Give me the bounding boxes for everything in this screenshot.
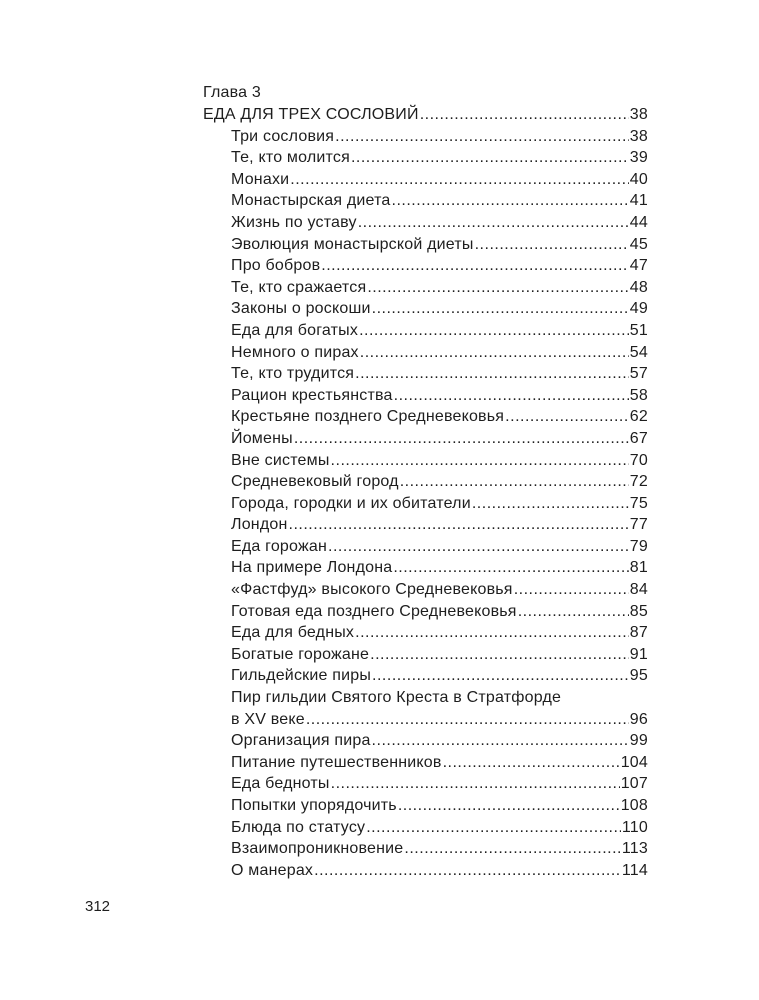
toc-entry-title: Те, кто сражается xyxy=(231,278,367,296)
toc-entry-title: «Фастфуд» высокого Средневековья xyxy=(231,581,513,599)
toc-heading-entry xyxy=(203,104,648,126)
toc-entry-page: 113 xyxy=(621,840,648,858)
dot-leader xyxy=(392,190,629,212)
toc-entry-page: 91 xyxy=(629,645,648,663)
toc-entry-title: О манерах xyxy=(231,861,314,879)
toc-entry-title: Готовая еда позднего Средневековья xyxy=(231,602,517,620)
toc-entry-title: Монахи xyxy=(231,170,290,188)
dot-leader xyxy=(294,428,629,450)
dot-leader xyxy=(367,277,628,299)
dot-leader xyxy=(394,385,629,407)
toc-entry xyxy=(203,190,648,212)
toc-entry-page: 75 xyxy=(629,494,648,512)
toc-entry-title: Рацион крестьянства xyxy=(231,386,393,404)
toc-entry-page: 79 xyxy=(629,537,648,555)
toc-entry-title: Те, кто трудится xyxy=(231,365,355,383)
toc-entry-page: 72 xyxy=(629,473,648,491)
toc-entry-page: 62 xyxy=(629,408,648,426)
dot-leader xyxy=(505,406,629,428)
dot-leader xyxy=(400,471,629,493)
toc-entry-title: Три сословия xyxy=(231,127,335,145)
toc-entry-title: Лондон xyxy=(231,516,288,534)
toc-entry xyxy=(203,752,648,774)
toc-entry-page: 48 xyxy=(629,278,648,296)
toc-entry-title: Взаимопроникновение xyxy=(231,840,404,858)
dot-leader xyxy=(404,838,620,860)
toc-entry-page: 77 xyxy=(629,516,648,534)
dot-leader xyxy=(351,147,629,169)
toc-entry-page: 84 xyxy=(629,581,648,599)
toc-heading-title: ЕДА ДЛЯ ТРЕХ СОСЛОВИЙ xyxy=(203,106,419,123)
dot-leader xyxy=(372,665,629,687)
toc-entry-title: Средневековый город xyxy=(231,473,399,491)
toc-entry-page: 67 xyxy=(629,429,648,447)
toc-entry xyxy=(203,838,648,860)
toc-entry-title: Эволюция монастырской диеты xyxy=(231,235,474,253)
toc-entry xyxy=(203,471,648,493)
toc-entry-title: Еда для бедных xyxy=(231,624,355,642)
toc-entry-page: 85 xyxy=(629,602,648,620)
toc-entry xyxy=(203,234,648,256)
toc-entry xyxy=(203,428,648,450)
toc-entry-title: Богатые горожане xyxy=(231,645,370,663)
toc-entry-title: На примере Лондона xyxy=(231,559,393,577)
chapter-label: Глава 3 xyxy=(203,84,261,101)
toc-entry xyxy=(203,773,648,795)
dot-leader xyxy=(372,298,629,320)
dot-leader xyxy=(331,773,620,795)
dot-leader xyxy=(393,557,628,579)
toc-entry-page: 40 xyxy=(629,170,648,188)
toc-entry-page: 81 xyxy=(629,559,648,577)
dot-leader xyxy=(398,795,620,817)
dot-leader xyxy=(358,212,629,234)
toc-entry-page: 104 xyxy=(620,753,648,771)
dot-leader xyxy=(514,579,629,601)
toc-entry xyxy=(203,622,648,644)
toc-entry xyxy=(203,255,648,277)
toc-entry-title: Те, кто молится xyxy=(231,149,350,167)
dot-leader xyxy=(328,536,629,558)
toc-entry xyxy=(203,709,648,731)
dot-leader xyxy=(360,342,629,364)
toc-entry-page: 39 xyxy=(629,149,648,167)
dot-leader xyxy=(321,255,629,277)
toc-entry-title: Еда горожан xyxy=(231,537,327,555)
toc-entry-title: Немного о пирах xyxy=(231,343,359,361)
toc-entry-page: 107 xyxy=(620,775,648,793)
toc-entry-title: Законы о роскоши xyxy=(231,300,371,318)
toc-entry-page: 95 xyxy=(629,667,648,685)
dot-leader xyxy=(355,622,629,644)
toc-entries-group xyxy=(203,126,648,687)
toc-entry-page: 41 xyxy=(629,192,648,210)
toc-entry-page: 54 xyxy=(629,343,648,361)
toc-entry xyxy=(203,860,648,882)
toc-entry-page: 58 xyxy=(629,386,648,404)
toc-entry-page: 44 xyxy=(629,213,648,231)
dot-leader xyxy=(290,169,629,191)
toc-entry xyxy=(203,536,648,558)
dot-leader xyxy=(306,709,629,731)
dot-leader xyxy=(443,752,620,774)
toc-entry-title: Крестьяне позднего Средневековья xyxy=(231,408,505,426)
table-of-contents xyxy=(203,104,648,881)
toc-entry-line1: Пир гильдии Святого Креста в Стратфорде xyxy=(231,689,562,707)
toc-entry-title: Еда бедноты xyxy=(231,775,330,793)
toc-entry-title: Организация пира xyxy=(231,732,371,750)
toc-entry-page: 51 xyxy=(629,321,648,339)
toc-entry xyxy=(203,557,648,579)
toc-entry xyxy=(203,298,648,320)
dot-leader xyxy=(314,860,621,882)
toc-entry-page: 96 xyxy=(629,710,648,728)
toc-entry xyxy=(203,644,648,666)
toc-entry xyxy=(203,147,648,169)
dot-leader xyxy=(518,601,629,623)
toc-entry xyxy=(203,817,648,839)
toc-entry xyxy=(203,514,648,536)
toc-entry-page: 49 xyxy=(629,300,648,318)
toc-entry xyxy=(203,169,648,191)
toc-entry-page: 99 xyxy=(629,732,648,750)
toc-entry xyxy=(203,320,648,342)
toc-entry-title: Попытки упорядочить xyxy=(231,797,397,814)
toc-entry-page: 38 xyxy=(629,127,648,145)
dot-leader xyxy=(372,730,629,752)
toc-entry-page: 87 xyxy=(629,624,648,642)
toc-entry-title: Гильдейские пиры xyxy=(231,667,372,685)
dot-leader xyxy=(289,514,629,536)
dot-leader xyxy=(475,234,629,256)
dot-leader xyxy=(335,126,629,148)
toc-entries-group xyxy=(203,730,648,881)
dot-leader xyxy=(366,817,621,839)
toc-entry-page: 57 xyxy=(629,365,648,383)
dot-leader xyxy=(359,320,629,342)
toc-entry xyxy=(203,126,648,148)
toc-entry xyxy=(203,363,648,385)
toc-entry xyxy=(203,385,648,407)
toc-entry xyxy=(203,450,648,472)
toc-entry-page: 70 xyxy=(629,451,648,469)
toc-entry-title: Про бобров xyxy=(231,257,321,275)
toc-entry-title: Блюда по статусу xyxy=(231,818,366,836)
toc-entry-title: Йомены xyxy=(231,429,293,447)
toc-entry xyxy=(203,406,648,428)
dot-leader xyxy=(355,363,629,385)
toc-entry-page: 108 xyxy=(620,797,648,814)
toc-entry xyxy=(203,212,648,234)
dot-leader xyxy=(420,104,629,126)
toc-entry xyxy=(203,493,648,515)
toc-entry-title: в XV веке xyxy=(231,710,305,728)
toc-entry-title: Вне системы xyxy=(231,451,330,469)
toc-entry-title: Монастырская диета xyxy=(231,192,391,210)
toc-entry-title: Жизнь по уставу xyxy=(231,213,357,231)
toc-entry-title: Города, городки и их обитатели xyxy=(231,494,471,512)
toc-entry-page: 110 xyxy=(621,818,648,836)
toc-entry-page: 45 xyxy=(629,235,648,253)
toc-entry-title: Питание путешественников xyxy=(231,753,442,771)
dot-leader xyxy=(472,493,629,515)
page-number: 312 xyxy=(85,898,111,915)
toc-entry-title: Еда для богатых xyxy=(231,321,359,339)
dot-leader xyxy=(331,450,629,472)
toc-entry xyxy=(203,795,648,817)
toc-entry-page: 114 xyxy=(621,861,648,879)
toc-entry xyxy=(203,579,648,601)
toc-entry xyxy=(203,665,648,687)
dot-leader xyxy=(370,644,629,666)
toc-entry xyxy=(203,730,648,752)
toc-entry-page: 47 xyxy=(629,257,648,275)
toc-heading-page: 38 xyxy=(629,106,648,123)
toc-entry xyxy=(203,601,648,623)
toc-entry xyxy=(203,277,648,299)
toc-entry xyxy=(203,342,648,364)
